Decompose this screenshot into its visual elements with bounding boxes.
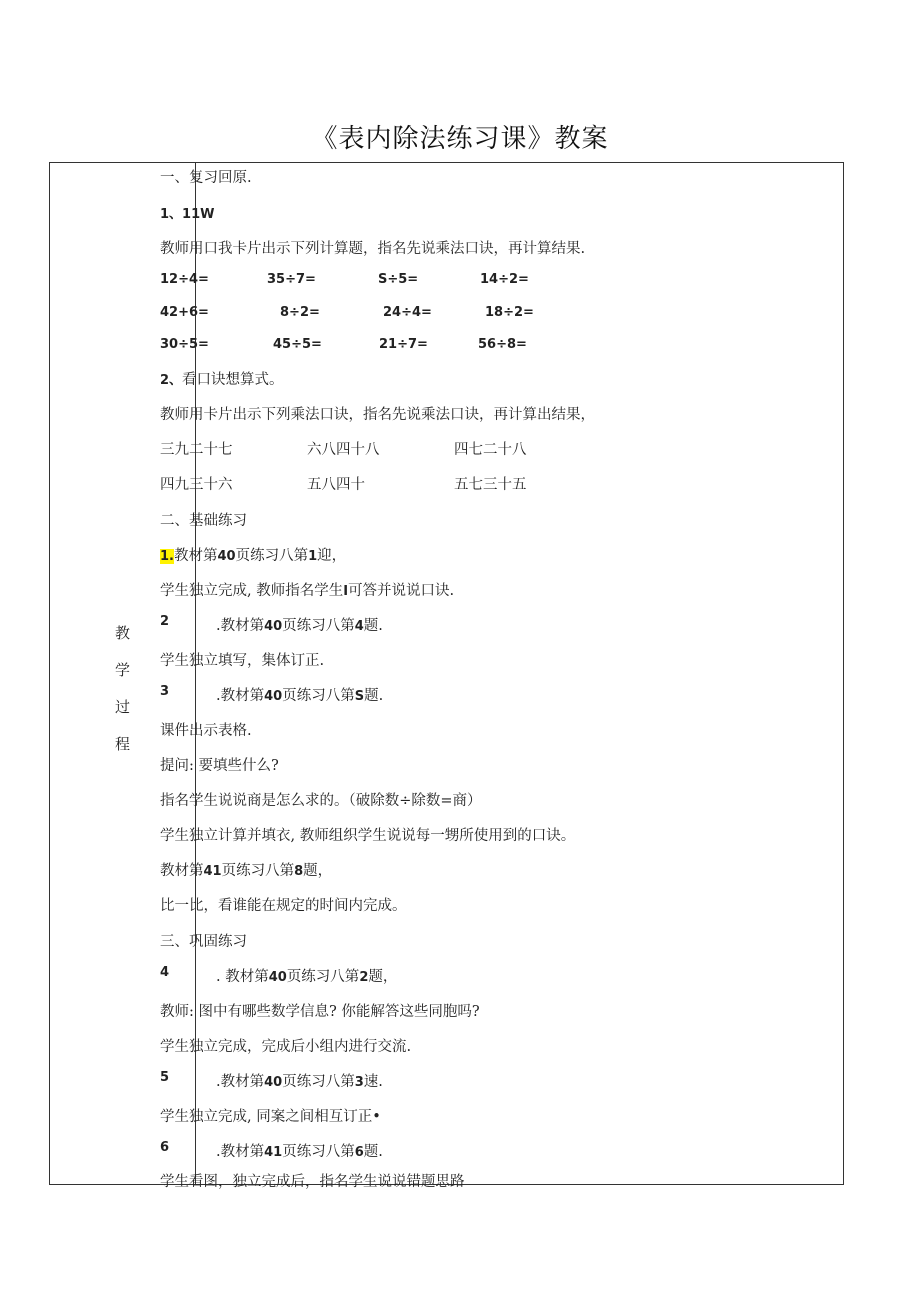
truncated-text: 学生看图，独立完成后，指名学生说说错题思路	[160, 1174, 465, 1190]
text: 迎，	[317, 548, 347, 564]
text: 页练习八第	[282, 1074, 355, 1090]
text: 页练习八第	[282, 1144, 355, 1160]
rhyme-cell: 五七三十五	[454, 477, 527, 493]
exercise-2-4	[160, 859, 332, 880]
text: 题.	[363, 1144, 383, 1160]
text: 教材第	[173, 548, 218, 564]
question-number: S	[354, 689, 365, 704]
calc-cell: 24÷4=	[383, 305, 432, 320]
item-number: 4	[160, 965, 170, 980]
calc-row	[160, 337, 720, 357]
text: 题，	[368, 969, 398, 985]
exercise-2-1	[160, 544, 346, 565]
text: 学生独立完成, 教师指名学生	[160, 583, 344, 599]
question-number: 6	[354, 1145, 364, 1160]
side-label-char: 教	[114, 624, 130, 642]
rhyme-cell: 三九二十七	[160, 442, 233, 458]
text: 教材第	[160, 863, 204, 879]
exercise-2-3-instruction: 指名学生说说商是怎么求的。（破除数÷除数=商）	[160, 793, 482, 809]
exercise-2-1-description	[160, 579, 454, 600]
rhyme-cell: 六八四十八	[307, 442, 380, 458]
text: 页练习八第	[282, 688, 355, 704]
calc-cell: 35÷7=	[267, 272, 316, 287]
exercise-text	[216, 684, 383, 705]
section-heading-review: 一、复习回原.	[160, 170, 252, 186]
exercise-2-2	[160, 614, 560, 636]
exercise-2-3-description: 课件出示表格.	[160, 723, 252, 739]
page-number: 40	[264, 1075, 283, 1090]
item-number: 2	[160, 614, 170, 629]
calc-cell: 8÷2=	[280, 305, 320, 320]
item-number: 2、	[160, 373, 183, 388]
calc-cell: 30÷5=	[160, 337, 209, 352]
text: 题.	[363, 618, 383, 634]
calc-cell: 56÷8=	[478, 337, 527, 352]
calc-row	[160, 305, 720, 325]
question-number: 2	[359, 970, 369, 985]
text: 页练习八第	[286, 969, 360, 985]
exercise-3-4-question: 教师: 图中有哪些数学信息? 你能解答这些同胞吗?	[160, 1004, 480, 1020]
rhyme-row	[160, 473, 720, 495]
text: .教材第	[216, 688, 265, 704]
item-2-heading	[160, 368, 284, 389]
item-2-description: 教师用卡片出示下列乘法口诀，指名先说乘法口诀，再计算出结果，	[160, 407, 595, 423]
question-number: 1	[308, 549, 318, 564]
text: 速.	[363, 1074, 383, 1090]
exercise-text	[216, 1140, 383, 1161]
page-number: 41	[203, 864, 222, 879]
item-number: 5	[160, 1070, 170, 1085]
side-label-char: 学	[114, 661, 130, 679]
text: I	[343, 584, 349, 599]
text: .教材第	[216, 1144, 265, 1160]
item-1-heading	[160, 203, 214, 222]
question-number: 4	[354, 619, 364, 634]
rhyme-cell: 四九三十六	[160, 477, 233, 493]
item-number: 6	[160, 1140, 170, 1155]
exercise-2-3-question: 提问: 要填些什么?	[160, 758, 279, 774]
item-title: 看口诀想算式。	[182, 372, 284, 388]
text: 页练习八第	[282, 618, 355, 634]
page-number: 40	[268, 970, 287, 985]
exercise-3-4	[160, 965, 560, 987]
calc-cell: 45÷5=	[273, 337, 322, 352]
text: 可答并说说口诀.	[348, 583, 455, 599]
calc-cell: 42+6=	[160, 305, 209, 320]
page-number: 40	[264, 619, 283, 634]
item-number: 3	[160, 684, 170, 699]
text: .教材第	[216, 1074, 265, 1090]
exercise-2-4-description: 比一比，看谁能在规定的时间内完成。	[160, 898, 407, 914]
exercise-2-3-activity: 学生独立计算并填衣, 教师组织学生说说每一甥所使用到的口诀。	[160, 828, 576, 844]
exercise-2-2-description: 学生独立填写，集体订正.	[160, 653, 325, 669]
exercise-text	[216, 614, 383, 635]
calc-cell: 12÷4=	[160, 272, 209, 287]
truncated-line	[160, 1174, 860, 1190]
page-number: 40	[264, 689, 283, 704]
rhyme-cell: 四七二十八	[454, 442, 527, 458]
calc-cell: 14÷2=	[480, 272, 529, 287]
text: .教材第	[216, 618, 265, 634]
exercise-text	[216, 1070, 383, 1091]
exercise-3-4-activity: 学生独立完成，完成后小组内进行交流.	[160, 1039, 412, 1055]
lesson-table	[49, 162, 844, 1190]
item-1-description: 教师用口我卡片出示下列计算题，指名先说乘法口诀，再计算结果.	[160, 241, 586, 257]
text: 题.	[364, 688, 384, 704]
text: 页练习八第	[235, 548, 309, 564]
side-label-char: 程	[114, 735, 130, 753]
question-number: 8	[294, 864, 304, 879]
document-title: 《表内除法练习课》教案	[311, 124, 609, 154]
text: . 教材第	[216, 969, 269, 985]
item-number-highlighted: 1.	[160, 549, 174, 564]
exercise-3-6	[160, 1140, 560, 1162]
item-title: 11W	[182, 207, 215, 222]
calc-cell: 21÷7=	[379, 337, 428, 352]
calc-cell: S÷5=	[378, 272, 419, 287]
item-number: 1、	[160, 207, 183, 222]
text: 页练习八第	[221, 863, 295, 879]
calc-row	[160, 272, 720, 292]
exercise-3-5-description: 学生独立完成, 同案之间相互订正•	[160, 1109, 381, 1125]
rhyme-row	[160, 438, 720, 460]
exercise-text	[216, 965, 397, 986]
page-number: 41	[264, 1145, 283, 1160]
section-heading-consolidation: 三、巩固练习	[160, 934, 247, 950]
rhyme-cell: 五八四十	[307, 477, 365, 493]
side-label-char: 过	[114, 698, 130, 716]
section-heading-basic: 二、基础练习	[160, 513, 247, 529]
exercise-2-3	[160, 684, 560, 706]
question-number: 3	[354, 1075, 364, 1090]
page-number: 40	[217, 549, 236, 564]
calc-cell: 18÷2=	[485, 305, 534, 320]
exercise-3-5	[160, 1070, 560, 1092]
text: 题，	[303, 863, 333, 879]
